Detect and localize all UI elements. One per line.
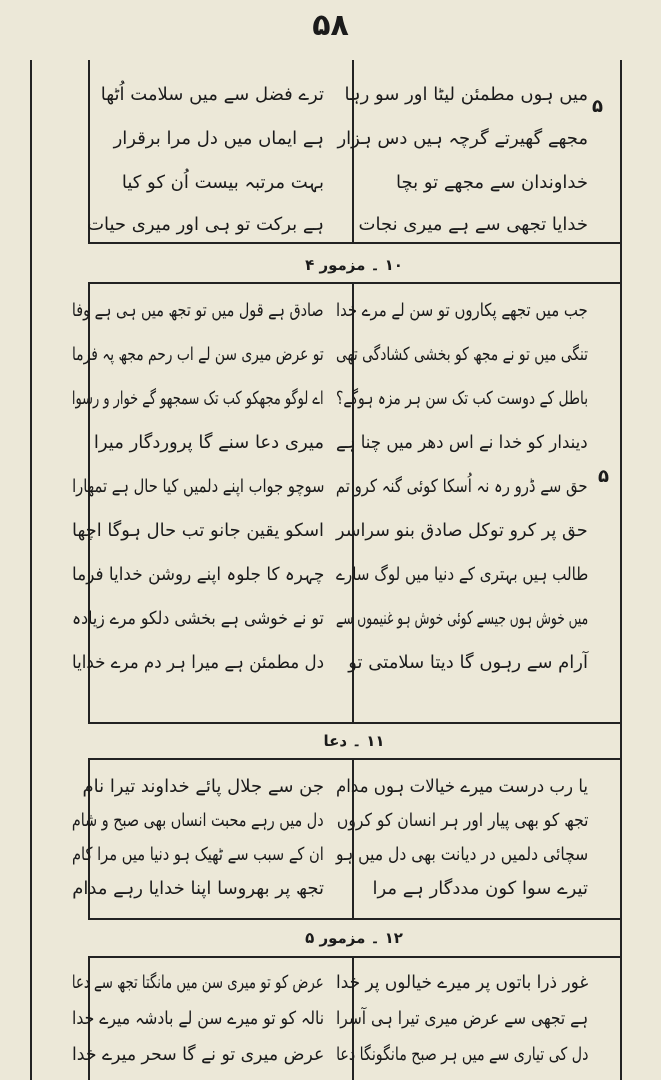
row-divider: [88, 956, 620, 958]
row-divider: [88, 722, 620, 724]
right-column-line: میں ہوں مطمئن لیٹا اور سو رہا: [344, 84, 588, 105]
left-column-line: ہے برکت تو ہی اور میری حیات: [87, 214, 324, 235]
left-column-line: عرض کو تو میری سن میں مانگتا تجھ سے دعا: [72, 972, 324, 993]
verse-table: [30, 60, 622, 1080]
right-column-line: تنگی میں تو نے مجھ کو بخشی کشادگی تھی: [336, 344, 588, 365]
right-column-line: دیندار کو خدا نے اس دھر میں چنا ہے: [336, 432, 588, 453]
right-column-line: خدایا تجھی سے ہے میری نجات: [358, 214, 588, 235]
right-column-line: سچائی دلمیں در دیانت بھی دل میں ہو: [335, 844, 588, 865]
left-column-line: جن سے جلال پائے خداوند تیرا نام: [82, 776, 324, 797]
section-heading: ۱۱ ۔ دعا: [323, 732, 385, 750]
left-column-line: ترے فضل سے میں سلامت اُٹھا: [100, 84, 324, 105]
section-heading: ۱۲ ۔ مزمور ۵: [305, 929, 403, 947]
right-column-line: یا رب درست میرے خیالات ہوں مدام: [335, 776, 588, 797]
left-column-line: اے لوگو مجھکو کب تک سمجھو گے خوار و رسوا: [72, 388, 324, 409]
left-column-line: چہرہ کا جلوہ اپنے روشن خدایا فرما: [71, 564, 324, 585]
left-column-line: دل مطمئن ہے میرا ہر دم مرے خدایا: [71, 652, 324, 673]
left-column-line: میری دعا سنے گا پروردگار میرا: [93, 432, 324, 453]
right-column-line: طالب ہیں بہتری کے دنیا میں لوگ سارے: [335, 564, 588, 585]
row-divider: [88, 758, 620, 760]
right-column-line: حق سے ڈرو رہ نہ اُسکا کوئی گنہ کرو تم: [336, 476, 588, 497]
left-column-line: ان کے سبب سے ٹھیک ہو دنیا میں مرا کام: [72, 844, 324, 865]
left-column-line: عرض میری تو نے گا سحر میرے خدا: [71, 1044, 324, 1065]
left-column-line: دل میں رہے محبت انساں بھی صبح و شام: [72, 810, 324, 831]
section-heading: ۱۰ ۔ مزمور ۴: [305, 256, 403, 274]
page-number: ۵۸: [312, 8, 349, 43]
right-column-line: تجھ کو بھی پیار اور ہر انسان کو کروں: [336, 810, 588, 831]
left-column-line: سوچو جواب اپنے دلمیں کیا حال ہے تمھارا: [71, 476, 324, 497]
left-column-line: بہت مرتبہ بیست اُن کو کیا: [121, 172, 324, 193]
left-column-line: اسکو یقین جانو تب حال ہوگا اچھا: [71, 520, 324, 541]
right-column-line: میں خوش ہوں جیسے کوئی خوش ہو غنیموں سے: [335, 608, 588, 629]
left-column-line: نالہ کو تو میرے سن لے بادشہ میرے خدا: [71, 1008, 324, 1029]
verse-number: ۵: [598, 466, 609, 487]
right-column-line: حق پر کرو توکل صادق بنو سراسر: [336, 520, 588, 541]
row-divider: [88, 242, 620, 244]
left-column-line: تجھ پر بھروسا اپنا خدایا رہے مدام: [72, 878, 324, 899]
left-column-line: ہے ایماں میں دل مرا برقرار: [113, 128, 324, 149]
right-column-line: خداوندان سے مجھے تو بچا: [396, 172, 588, 193]
right-column-line: ہے تجھی سے عرض میری تیرا ہی آسرا: [335, 1008, 588, 1029]
right-column-line: آرام سے رہوں گا دیتا سلامتی تو: [348, 652, 588, 673]
verse-number: ۵: [592, 96, 603, 117]
right-column-line: غور ذرا باتوں پر میرے خیالوں پر خدا: [335, 972, 588, 993]
left-column-line: تو نے خوشی ہے بخشی دلکو مرے زیادہ: [72, 608, 324, 629]
row-divider: [88, 918, 620, 920]
left-column-line: تو عرض میری سن لے اب رحم مجھ پہ فرما: [72, 344, 324, 365]
right-column-line: تیرے سوا کون مددگار ہے مرا: [372, 878, 588, 899]
right-column-line: مجھے گھیرتے گرچہ ہیں دس ہزار: [337, 128, 588, 149]
right-column-line: دل کی تیاری سے میں ہر صبح مانگونگا دعا: [335, 1044, 588, 1065]
row-divider: [88, 282, 620, 284]
right-column-line: جب میں تجھے پکاروں تو سن لے مرے خدا: [336, 300, 588, 321]
right-column-line: باطل کے دوست کب تک سن ہر مزہ ہوگے؟: [335, 388, 588, 409]
left-column-line: صادق ہے قول میں تو تجھ میں ہی ہے وفا: [72, 300, 324, 321]
